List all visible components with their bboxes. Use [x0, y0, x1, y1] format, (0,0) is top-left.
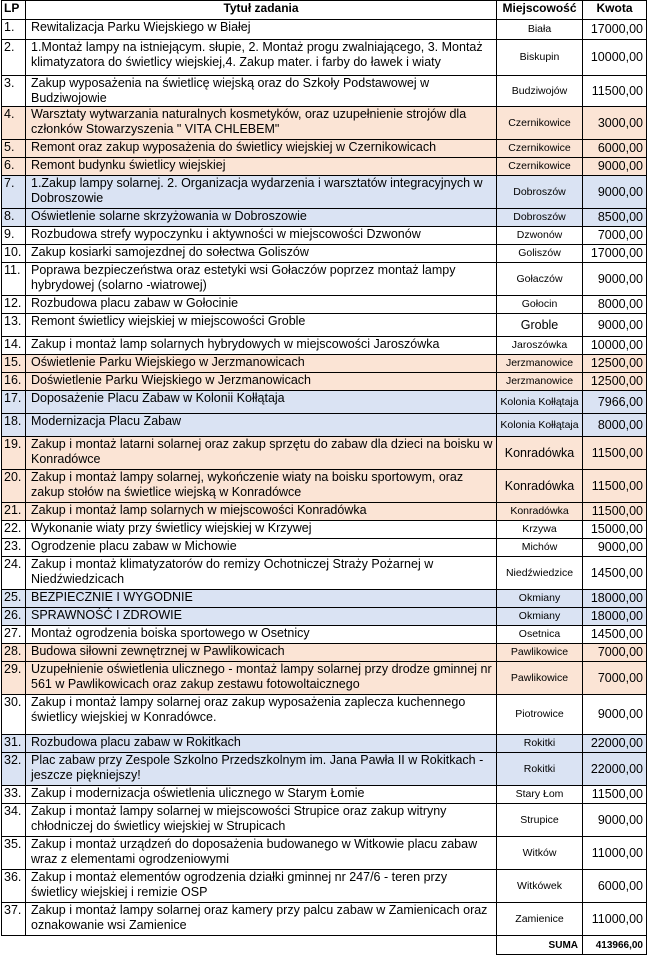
row-amount: 9000,00 — [583, 539, 647, 557]
table-row — [2, 590, 647, 608]
table-row — [2, 786, 647, 804]
row-lp: 5. — [2, 140, 26, 158]
row-title: Zakup i montaż lampy solarnej oraz kamery przy palcu zabaw w Zamienicach oraz oznakowanie wsi Zamienice — [26, 903, 497, 936]
row-title: BEZPIECZNIE I WYGODNIE — [26, 590, 497, 608]
row-title: Zakup i montaż latarni solarnej oraz zakup sprzętu do zabaw dla dzieci na boisku w Konradówce — [26, 437, 497, 470]
row-location: Gołaczów — [497, 263, 583, 296]
row-location: Jerzmanowice — [497, 373, 583, 391]
table-row — [2, 735, 647, 753]
table-row — [2, 837, 647, 870]
row-location: Okmiany — [497, 608, 583, 626]
table-body — [2, 20, 647, 936]
row-lp: 6. — [2, 158, 26, 176]
row-location: Pawlikowice — [497, 644, 583, 662]
table-row — [2, 503, 647, 521]
row-title: Zakup wyposażenia na świetlicę wiejską oraz do Szkoły Podstawowej w Budziwojowie — [26, 76, 497, 107]
row-location: Biała — [497, 20, 583, 40]
table-row — [2, 414, 647, 437]
row-lp: 32. — [2, 753, 26, 786]
row-location: Gołocin — [497, 296, 583, 314]
table-row — [2, 337, 647, 355]
row-lp: 21. — [2, 503, 26, 521]
row-location: Kolonia Kołłątaja — [497, 414, 583, 437]
row-location: Rokitki — [497, 753, 583, 786]
row-title: Zakup i montaż lampy solarnej, wykończenie wiaty na boisku sportowym, oraz zakup stołów na świetlice wiejską w Konradówce — [26, 470, 497, 503]
row-title: Zakup kosiarki samojezdnej do sołectwa Goliszów — [26, 245, 497, 263]
row-amount: 9000,00 — [583, 695, 647, 735]
table-row — [2, 753, 647, 786]
row-location: Konradówka — [497, 503, 583, 521]
total-empty-cell — [2, 936, 26, 955]
total-label: SUMA — [497, 936, 583, 955]
row-location: Groble — [497, 314, 583, 337]
row-title: Rewitalizacja Parku Wiejskiego w Białej — [26, 20, 497, 40]
row-location: Michów — [497, 539, 583, 557]
row-amount: 3000,00 — [583, 107, 647, 140]
table-row — [2, 373, 647, 391]
row-location: Zamienice — [497, 903, 583, 936]
row-lp: 24. — [2, 557, 26, 590]
table-row — [2, 903, 647, 936]
row-title: Zakup i montaż lampy solarnej w miejscowości Strupice oraz zakup witryny chłodniczej do świetlicy wiejskiej w Strupicach — [26, 804, 497, 837]
row-lp: 17. — [2, 391, 26, 414]
row-lp: 1. — [2, 20, 26, 40]
row-location: Kolonia Kołłątaja — [497, 391, 583, 414]
row-amount: 8000,00 — [583, 414, 647, 437]
row-amount: 12500,00 — [583, 373, 647, 391]
row-location: Krzywa — [497, 521, 583, 539]
row-amount: 11000,00 — [583, 837, 647, 870]
row-location: Stary Łom — [497, 786, 583, 804]
row-location: Okmiany — [497, 590, 583, 608]
table-row — [2, 263, 647, 296]
table-row — [2, 314, 647, 337]
row-location: Jaroszówka — [497, 337, 583, 355]
row-lp: 10. — [2, 245, 26, 263]
row-location: Osetnica — [497, 626, 583, 644]
row-location: Czernikowice — [497, 140, 583, 158]
row-amount: 12500,00 — [583, 355, 647, 373]
header-location: Miejscowość — [497, 1, 583, 20]
row-title: Zakup i montaż elementów ogrodzenia działki gminnej nr 247/6 - teren przy świetlicy wiejskiej i remizie OSP — [26, 870, 497, 903]
row-title: Zakup i montaż klimatyzatorów do remizy Ochotniczej Straży Pożarnej w Niedźwiedzicach — [26, 557, 497, 590]
row-title: Remont oraz zakup wyposażenia do świetlicy wiejskiej w Czernikowicach — [26, 140, 497, 158]
table-row — [2, 40, 647, 76]
header-title: Tytuł zadania — [26, 1, 497, 20]
row-title: Remont budynku świetlicy wiejskiej — [26, 158, 497, 176]
row-lp: 37. — [2, 903, 26, 936]
table-row — [2, 176, 647, 209]
total-row — [2, 936, 647, 955]
row-location: Strupice — [497, 804, 583, 837]
row-lp: 31. — [2, 735, 26, 753]
table-row — [2, 608, 647, 626]
total-value: 413966,00 — [583, 936, 647, 955]
table-row — [2, 695, 647, 735]
row-lp: 3. — [2, 76, 26, 107]
row-location: Dzwonów — [497, 227, 583, 245]
row-amount: 7966,00 — [583, 391, 647, 414]
row-amount: 8500,00 — [583, 209, 647, 227]
row-location: Witkówek — [497, 870, 583, 903]
row-lp: 30. — [2, 695, 26, 735]
table-row — [2, 521, 647, 539]
row-lp: 15. — [2, 355, 26, 373]
table-row — [2, 644, 647, 662]
row-amount: 7000,00 — [583, 227, 647, 245]
row-title: Wykonanie wiaty przy świetlicy wiejskiej w Krzywej — [26, 521, 497, 539]
table-row — [2, 804, 647, 837]
row-amount: 17000,00 — [583, 20, 647, 40]
row-amount: 7000,00 — [583, 662, 647, 695]
row-lp: 4. — [2, 107, 26, 140]
row-amount: 9000,00 — [583, 804, 647, 837]
row-lp: 19. — [2, 437, 26, 470]
row-lp: 7. — [2, 176, 26, 209]
row-title: Zakup i montaż lamp solarnych w miejscowości Konradówka — [26, 503, 497, 521]
row-location: Pawlikowice — [497, 662, 583, 695]
row-lp: 9. — [2, 227, 26, 245]
row-lp: 36. — [2, 870, 26, 903]
total-empty-cell-2 — [26, 936, 497, 955]
row-title: Rozbudowa placu zabaw w Gołocinie — [26, 296, 497, 314]
row-amount: 11500,00 — [583, 76, 647, 107]
row-amount: 10000,00 — [583, 337, 647, 355]
row-lp: 16. — [2, 373, 26, 391]
row-title: Budowa siłowni zewnętrznej w Pawlikowicach — [26, 644, 497, 662]
row-lp: 34. — [2, 804, 26, 837]
row-title: Zakup i montaż urządzeń do doposażenia budowanego w Witkowie placu zabaw wraz z elementami ogrodzeniowymi — [26, 837, 497, 870]
projects-table — [1, 0, 647, 955]
row-lp: 22. — [2, 521, 26, 539]
row-location: Dobroszów — [497, 176, 583, 209]
row-lp: 11. — [2, 263, 26, 296]
row-title: Zakup i modernizacja oświetlenia ulicznego w Starym Łomie — [26, 786, 497, 804]
row-lp: 12. — [2, 296, 26, 314]
row-title: 1.Zakup lampy solarnej. 2. Organizacja wydarzenia i warsztatów integracyjnych w Dobroszowie — [26, 176, 497, 209]
row-amount: 11500,00 — [583, 470, 647, 503]
row-lp: 18. — [2, 414, 26, 437]
header-lp: LP — [2, 1, 26, 20]
row-amount: 22000,00 — [583, 735, 647, 753]
row-lp: 26. — [2, 608, 26, 626]
table-row — [2, 158, 647, 176]
row-amount: 18000,00 — [583, 590, 647, 608]
row-title: SPRAWNOŚĆ I ZDROWIE — [26, 608, 497, 626]
row-amount: 9000,00 — [583, 263, 647, 296]
row-lp: 20. — [2, 470, 26, 503]
table-row — [2, 662, 647, 695]
row-lp: 14. — [2, 337, 26, 355]
row-title: Doświetlenie Parku Wiejskiego w Jerzmanowicach — [26, 373, 497, 391]
row-lp: 13. — [2, 314, 26, 337]
row-amount: 22000,00 — [583, 753, 647, 786]
row-lp: 29. — [2, 662, 26, 695]
table-row — [2, 227, 647, 245]
table-row — [2, 470, 647, 503]
row-location: Budziwojów — [497, 76, 583, 107]
row-lp: 2. — [2, 40, 26, 76]
table-row — [2, 437, 647, 470]
row-amount: 9000,00 — [583, 158, 647, 176]
row-title: Doposażenie Placu Zabaw w Kolonii Kołłątaja — [26, 391, 497, 414]
row-amount: 14500,00 — [583, 626, 647, 644]
row-title: 1.Montaż lampy na istniejącym. słupie, 2. Montaż progu zwalniającego, 3. Montaż klimatyzatora do świetlicy wiejskiej,4. Zakup mater. i farby do ławek i wiaty — [26, 40, 497, 76]
row-amount: 11500,00 — [583, 503, 647, 521]
row-location: Czernikowice — [497, 158, 583, 176]
row-title: Zakup i montaż lamp solarnych hybrydowych w miejscowości Jaroszówka — [26, 337, 497, 355]
table-row — [2, 20, 647, 40]
row-amount: 17000,00 — [583, 245, 647, 263]
row-location: Witków — [497, 837, 583, 870]
row-title: Oświetlenie solarne skrzyżowania w Dobroszowie — [26, 209, 497, 227]
row-title: Uzupełnienie oświetlenia ulicznego - montaż lampy solarnej przy drodze gminnej nr 561 w Pawlikowicach oraz zakup zestawu fotowoltaicznego — [26, 662, 497, 695]
row-amount: 9000,00 — [583, 176, 647, 209]
row-title: Plac zabaw przy Zespole Szkolno Przedszkolnym im. Jana Pawła II w Rokitkach - jeszcze piękniejszy! — [26, 753, 497, 786]
row-location: Goliszów — [497, 245, 583, 263]
table-row — [2, 140, 647, 158]
row-lp: 25. — [2, 590, 26, 608]
row-title: Rozbudowa placu zabaw w Rokitkach — [26, 735, 497, 753]
table-row — [2, 626, 647, 644]
header-amount: Kwota — [583, 1, 647, 20]
row-amount: 18000,00 — [583, 608, 647, 626]
row-lp: 8. — [2, 209, 26, 227]
row-amount: 6000,00 — [583, 140, 647, 158]
row-amount: 11500,00 — [583, 437, 647, 470]
row-lp: 33. — [2, 786, 26, 804]
table-row — [2, 557, 647, 590]
table-header-row — [2, 1, 647, 20]
row-location: Jerzmanowice — [497, 355, 583, 373]
table-row — [2, 245, 647, 263]
row-title: Remont świetlicy wiejskiej w miejscowości Groble — [26, 314, 497, 337]
row-location: Biskupin — [497, 40, 583, 76]
row-title: Warsztaty wytwarzania naturalnych kosmetyków, oraz uzupełnienie strojów dla członków Stowarzyszenia " VITA CHLEBEM" — [26, 107, 497, 140]
row-lp: 27. — [2, 626, 26, 644]
row-lp: 28. — [2, 644, 26, 662]
row-amount: 7000,00 — [583, 644, 647, 662]
row-amount: 6000,00 — [583, 870, 647, 903]
table-row — [2, 107, 647, 140]
row-title: Ogrodzenie placu zabaw w Michowie — [26, 539, 497, 557]
table-row — [2, 76, 647, 107]
row-location: Rokitki — [497, 735, 583, 753]
table-row — [2, 209, 647, 227]
row-amount: 14500,00 — [583, 557, 647, 590]
row-location: Czernikowice — [497, 107, 583, 140]
row-lp: 23. — [2, 539, 26, 557]
row-location: Dobroszów — [497, 209, 583, 227]
row-location: Konradówka — [497, 437, 583, 470]
row-amount: 11500,00 — [583, 786, 647, 804]
table-row — [2, 296, 647, 314]
row-title: Zakup i montaż lampy solarnej oraz zakup wyposażenia zaplecza kuchennego świetlicy wiejskiej w Konradówce. — [26, 695, 497, 735]
row-title: Rozbudowa strefy wypoczynku i aktywności w miejscowości Dzwonów — [26, 227, 497, 245]
table-row — [2, 539, 647, 557]
row-amount: 15000,00 — [583, 521, 647, 539]
row-location: Niedźwiedzice — [497, 557, 583, 590]
row-title: Poprawa bezpieczeństwa oraz estetyki wsi Gołaczów poprzez montaż lampy hybrydowej (solarno -wiatrowej) — [26, 263, 497, 296]
table-row — [2, 870, 647, 903]
row-location: Piotrowice — [497, 695, 583, 735]
row-lp: 35. — [2, 837, 26, 870]
row-amount: 10000,00 — [583, 40, 647, 76]
row-amount: 11000,00 — [583, 903, 647, 936]
row-title: Oświetlenie Parku Wiejskiego w Jerzmanowicach — [26, 355, 497, 373]
row-title: Modernizacja Placu Zabaw — [26, 414, 497, 437]
table-row — [2, 355, 647, 373]
row-amount: 9000,00 — [583, 314, 647, 337]
row-amount: 8000,00 — [583, 296, 647, 314]
row-location: Konradówka — [497, 470, 583, 503]
table-row — [2, 391, 647, 414]
row-title: Montaż ogrodzenia boiska sportowego w Osetnicy — [26, 626, 497, 644]
